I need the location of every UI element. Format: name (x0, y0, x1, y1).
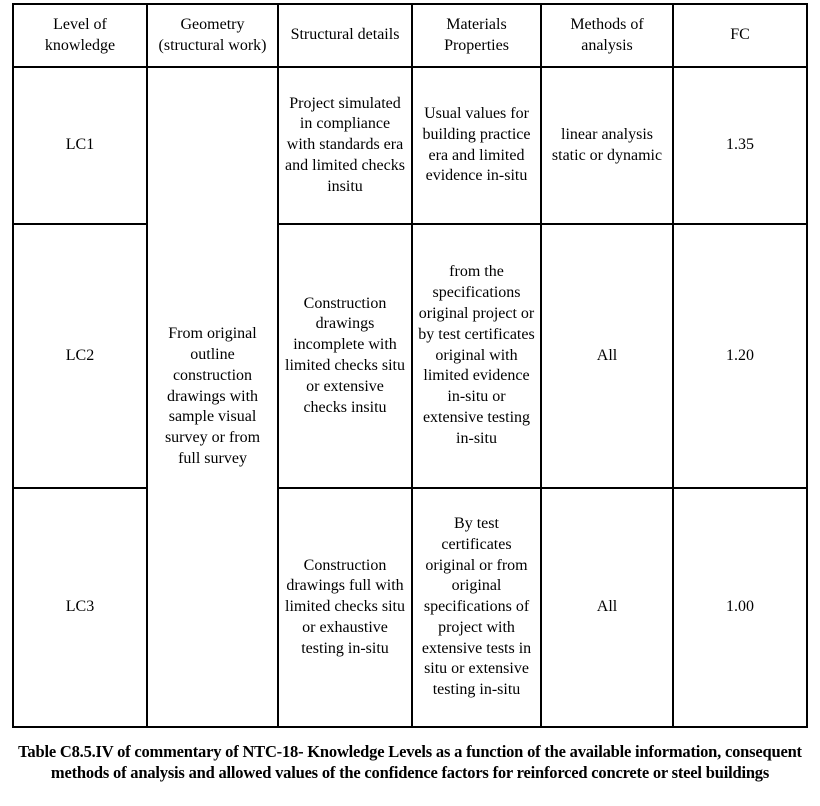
header-level-of-knowledge: Level of knowledge (13, 4, 147, 67)
header-structural-details: Structural details (278, 4, 412, 67)
table-caption: Table C8.5.IV of commentary of NTC-18- Knowledge Levels as a function of the available information, consequent methods of analysis and allowed values of the confidence factors for reinforced concrete or steel buildings (18, 742, 802, 783)
header-fc: FC (673, 4, 807, 67)
cell-lc3-methods-of-analysis: All (541, 488, 673, 727)
header-methods-of-analysis: Methods of analysis (541, 4, 673, 67)
table-header-row (13, 4, 807, 67)
cell-lc2-materials-properties: from the specifications original project or by test certificates original with limited evidence in-situ or extensive testing in-situ (412, 224, 541, 488)
cell-lc3-fc: 1.00 (673, 488, 807, 727)
cell-lc1-materials-properties: Usual values for building practice era and limited evidence in-situ (412, 67, 541, 224)
table-row (13, 224, 807, 488)
cell-lc3-level: LC3 (13, 488, 147, 727)
cell-lc3-materials-properties: By test certificates original or from original specifications of project with extensive tests in situ or extensive testing in-situ (412, 488, 541, 727)
cell-geometry-merged: From original outline construction drawings with sample visual survey or from full survey (147, 67, 278, 727)
cell-lc2-structural-details: Construction drawings incomplete with limited checks situ or extensive checks insitu (278, 224, 412, 488)
table-row (13, 67, 807, 224)
cell-lc2-methods-of-analysis: All (541, 224, 673, 488)
header-materials-properties: Materials Properties (412, 4, 541, 67)
table-row (13, 488, 807, 727)
cell-lc1-level: LC1 (13, 67, 147, 224)
cell-lc1-structural-details: Project simulated in compliance with standards era and limited checks insitu (278, 67, 412, 224)
header-geometry: Geometry (structural work) (147, 4, 278, 67)
cell-lc2-fc: 1.20 (673, 224, 807, 488)
cell-lc1-methods-of-analysis: linear analysis static or dynamic (541, 67, 673, 224)
cell-lc3-structural-details: Construction drawings full with limited checks situ or exhaustive testing in-situ (278, 488, 412, 727)
cell-lc1-fc: 1.35 (673, 67, 807, 224)
knowledge-levels-table (12, 3, 808, 728)
cell-lc2-level: LC2 (13, 224, 147, 488)
